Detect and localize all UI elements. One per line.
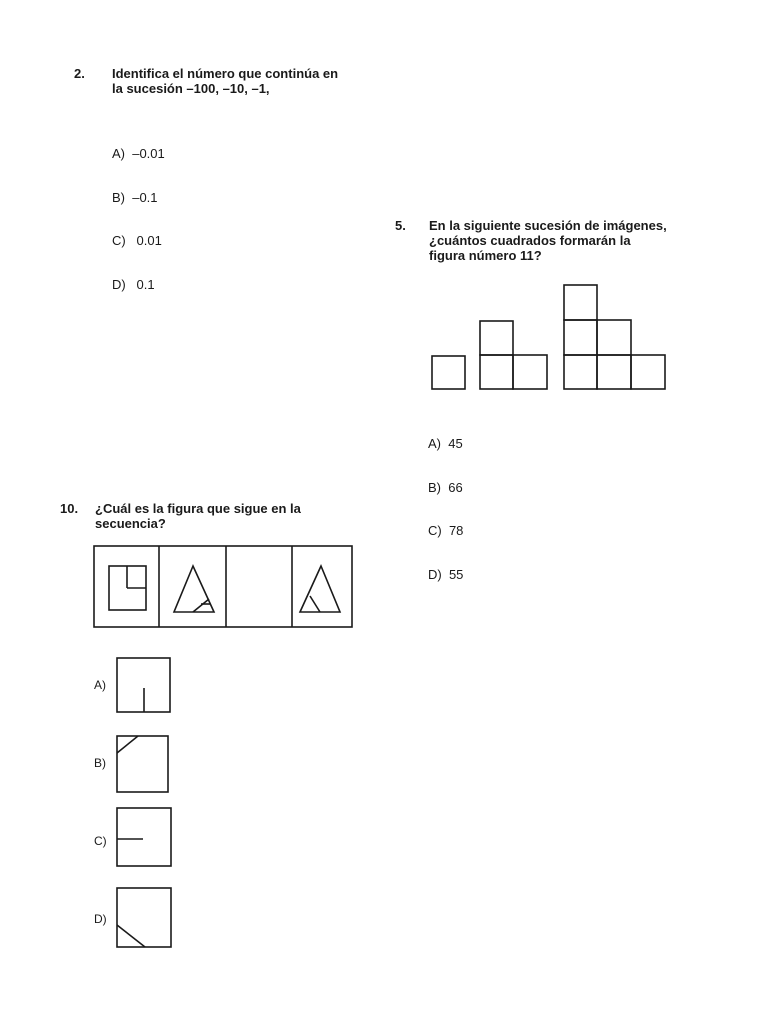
question-2-option-b[interactable]: B) –0.1 xyxy=(112,189,158,205)
question-10-line-2: secuencia? xyxy=(95,516,166,531)
question-10-option-c-label[interactable]: C) xyxy=(94,834,107,848)
option-c-figure[interactable] xyxy=(117,808,171,866)
option-a-figure[interactable] xyxy=(117,658,170,712)
question-2-line-1: Identifica el número que continúa en xyxy=(112,66,339,81)
question-2-line-2: la sucesión –100, –10, –1, xyxy=(112,81,270,96)
question-10-line-1: ¿Cuál es la figura que sigue en la xyxy=(95,501,301,516)
question-10-option-d-label[interactable]: D) xyxy=(94,912,107,926)
question-2-option-d[interactable]: D) 0.1 xyxy=(112,276,155,292)
question-10-option-a-label[interactable]: A) xyxy=(94,678,106,692)
question-5-option-d[interactable]: D) 55 xyxy=(428,566,464,582)
question-5-line-3: figura número 11? xyxy=(429,248,542,263)
option-b-figure[interactable] xyxy=(117,736,168,792)
question-5-option-c[interactable]: C) 78 xyxy=(428,523,464,538)
question-2-option-a[interactable]: A) –0.01 xyxy=(112,146,165,161)
question-2-number: 2. xyxy=(74,66,85,81)
question-5-line-1: En la siguiente sucesión de imágenes, xyxy=(429,218,667,233)
question-5-option-b[interactable]: B) 66 xyxy=(428,479,463,495)
question-5-number: 5. xyxy=(395,218,406,233)
question-10-number: 10. xyxy=(60,501,79,516)
question-5-line-2: ¿cuántos cuadrados formarán la xyxy=(429,233,631,248)
question-5-option-a[interactable]: A) 45 xyxy=(428,436,463,451)
question-2-option-c[interactable]: C) 0.01 xyxy=(112,233,162,248)
option-d-figure[interactable] xyxy=(117,888,171,947)
question-10-option-b-label[interactable]: B) xyxy=(94,756,106,770)
